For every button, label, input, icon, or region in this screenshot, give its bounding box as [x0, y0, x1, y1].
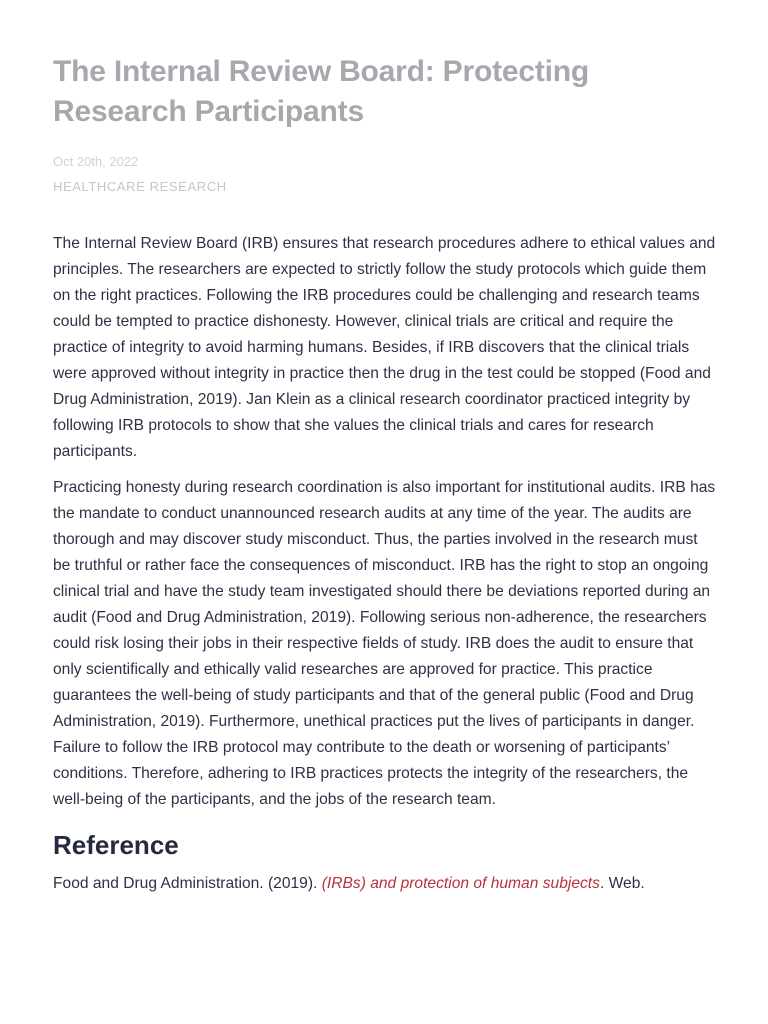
reference-heading: Reference	[53, 830, 179, 860]
reference-link[interactable]: (IRBs) and protection of human subjects	[321, 875, 600, 892]
paragraph-1: The Internal Review Board (IRB) ensures that research procedures adhere to ethical values and principles. The researchers are expected to strictly follow the study protocols which guide them on the right practices. Following the IRB procedures could be challenging and research teams could be tempted to practice dishonesty. However, clinical trials are critical and require the practice of integrity to avoid harming humans. Besides, if IRB discovers that the clinical trials were approved without integrity in practice then the drug in the test could be stopped (Food and Drug Administration, 2019). Jan Klein as a clinical research coordinator practiced integrity by following IRB protocols to show that she values the clinical trials and cares for research participants.	[53, 235, 716, 460]
article	[53, 52, 717, 897]
reference-entry	[53, 871, 717, 897]
reference-prefix: Food and Drug Administration. (2019).	[53, 875, 322, 892]
reference-suffix: . Web.	[599, 875, 645, 892]
article-title: The Internal Review Board: Protecting Research Participants	[53, 55, 590, 128]
category-label[interactable]: HEALTHCARE RESEARCH	[53, 179, 227, 194]
paragraph-2: Practicing honesty during research coordination is also important for institutional audits. IRB has the mandate to conduct unannounced research audits at any time of the year. The audits are thorough and may discover study misconduct. Thus, the parties involved in the research must be truthful or rather face the consequences of misconduct. IRB has the right to stop an ongoing clinical trial and have the study team investigated should there be deviations reported during an audit (Food and Drug Administration, 2019). Following serious non-adherence, the researchers could risk losing their jobs in their respective fields of study. IRB does the audit to ensure that only scientifically and ethically valid researches are approved for practice. This practice guarantees the well-being of study participants and that of the general public (Food and Drug Administration, 2019). Furthermore, unethical practices put the lives of participants in danger. Failure to follow the IRB protocol may contribute to the death or worsening of participants’ conditions. Therefore, adhering to IRB practices protects the integrity of the researchers, the well-being of the participants, and the jobs of the research team.	[53, 479, 716, 808]
publish-date: Oct 20th, 2022	[53, 154, 139, 169]
article-body	[53, 231, 717, 813]
